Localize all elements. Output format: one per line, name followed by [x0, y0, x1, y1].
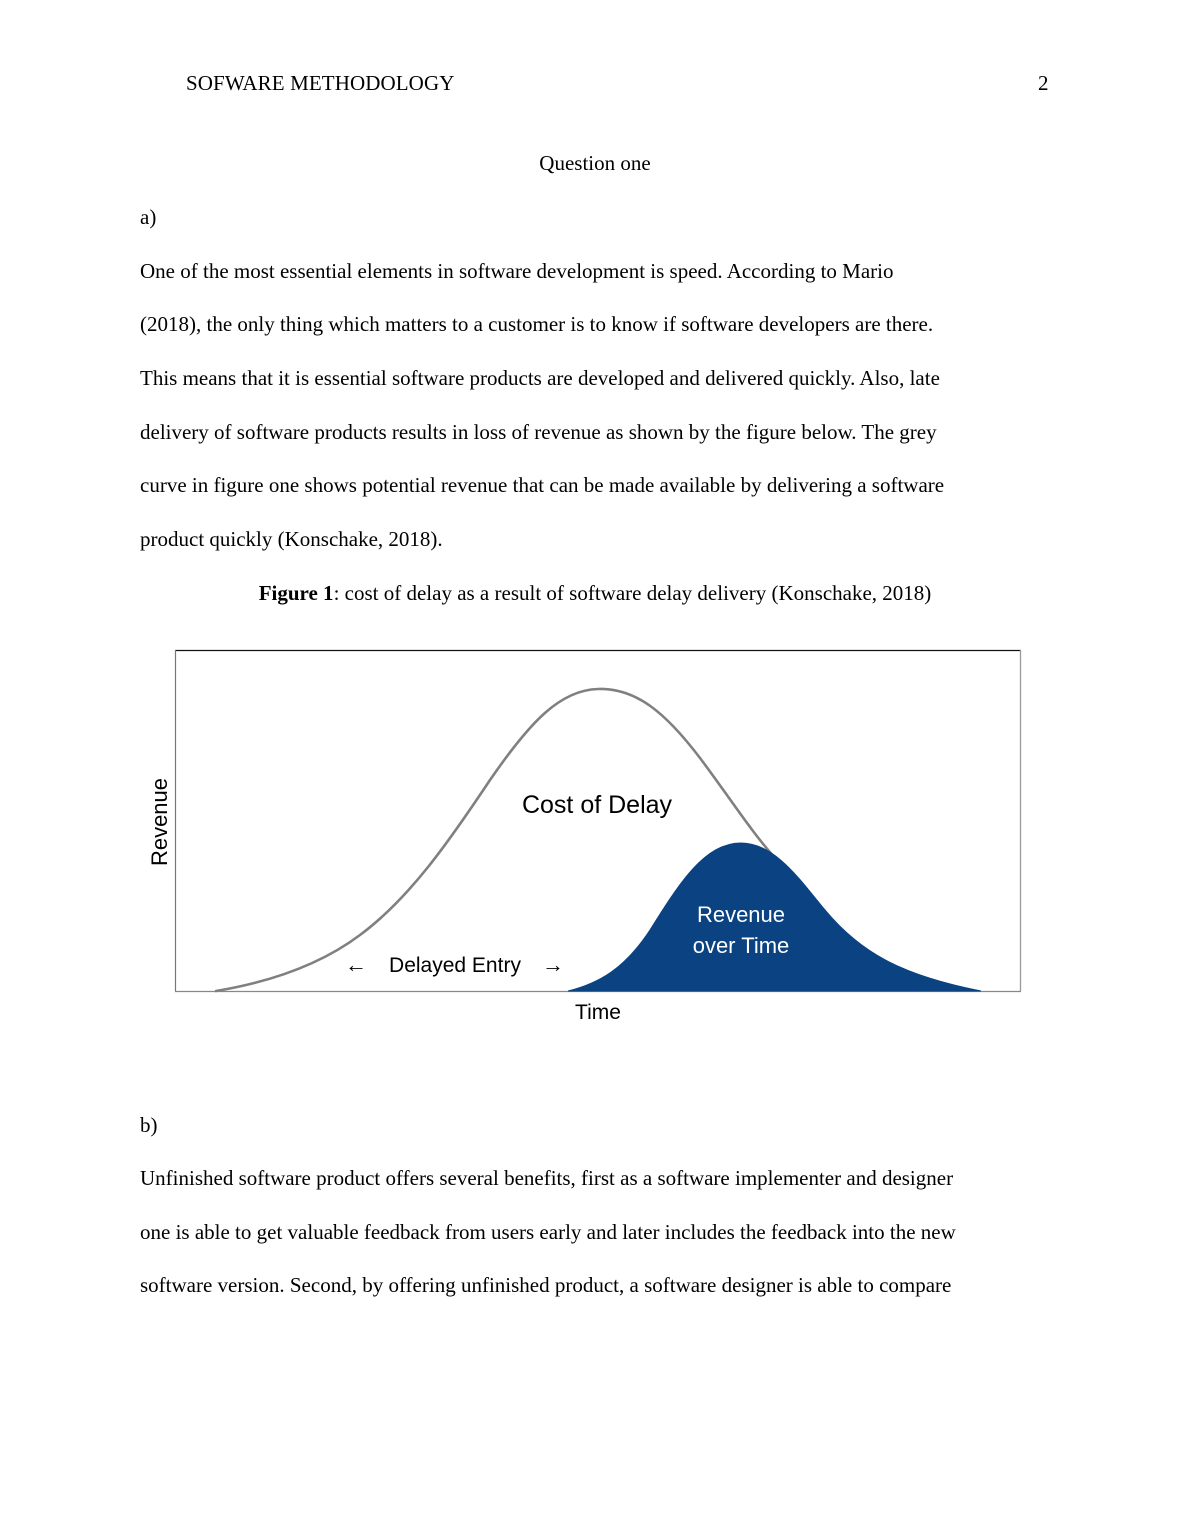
x-axis-label: Time	[575, 1001, 621, 1024]
running-head: SOFWARE METHODOLOGY	[186, 71, 455, 95]
revenue-over-time-line1: Revenue	[696, 902, 786, 927]
y-axis-label: Revenue	[147, 777, 172, 867]
cost-of-delay-annotation: Cost of Delay	[521, 791, 673, 819]
cost-of-delay-chart	[140, 640, 1040, 1030]
paragraph-line: (2018), the only thing which matters to a customer is to know if software developers are there.	[140, 312, 934, 336]
page-number: 2	[1038, 71, 1049, 95]
paragraph-line: This means that it is essential software products are developed and delivered quickly. Also, late	[140, 366, 940, 390]
paragraph-line: curve in figure one shows potential revenue that can be made available by delivering a software	[140, 473, 945, 497]
revenue-over-time-line2: over Time	[692, 933, 790, 958]
paragraph-line: one is able to get valuable feedback from users early and later includes the feedback into the new	[140, 1220, 956, 1244]
section-title: Question one	[539, 151, 651, 175]
paragraph-line: Unfinished software product offers several benefits, first as a software implementer and designer	[140, 1166, 954, 1190]
cost-of-delay-figure	[140, 640, 1040, 1030]
part-a-label: a)	[140, 205, 157, 229]
part-b-label: b)	[140, 1113, 158, 1137]
left-arrow-icon: ←	[345, 952, 367, 977]
paragraph-line: software version. Second, by offering unfinished product, a software designer is able to compare	[140, 1273, 952, 1297]
paragraph-line: product quickly (Konschake, 2018).	[140, 527, 443, 551]
paragraph-line: delivery of software products results in loss of revenue as shown by the figure below. The grey	[140, 420, 937, 444]
delayed-entry-annotation: Delayed Entry	[389, 954, 521, 977]
right-arrow-icon: →	[542, 952, 564, 977]
figure-caption-label: Figure 1	[258, 581, 334, 605]
paragraph-line: One of the most essential elements in software development is speed. According to Mario	[140, 259, 894, 283]
figure-caption-text: : cost of delay as a result of software delay delivery (Konschake, 2018)	[333, 581, 932, 605]
figure-caption	[0, 581, 1190, 606]
